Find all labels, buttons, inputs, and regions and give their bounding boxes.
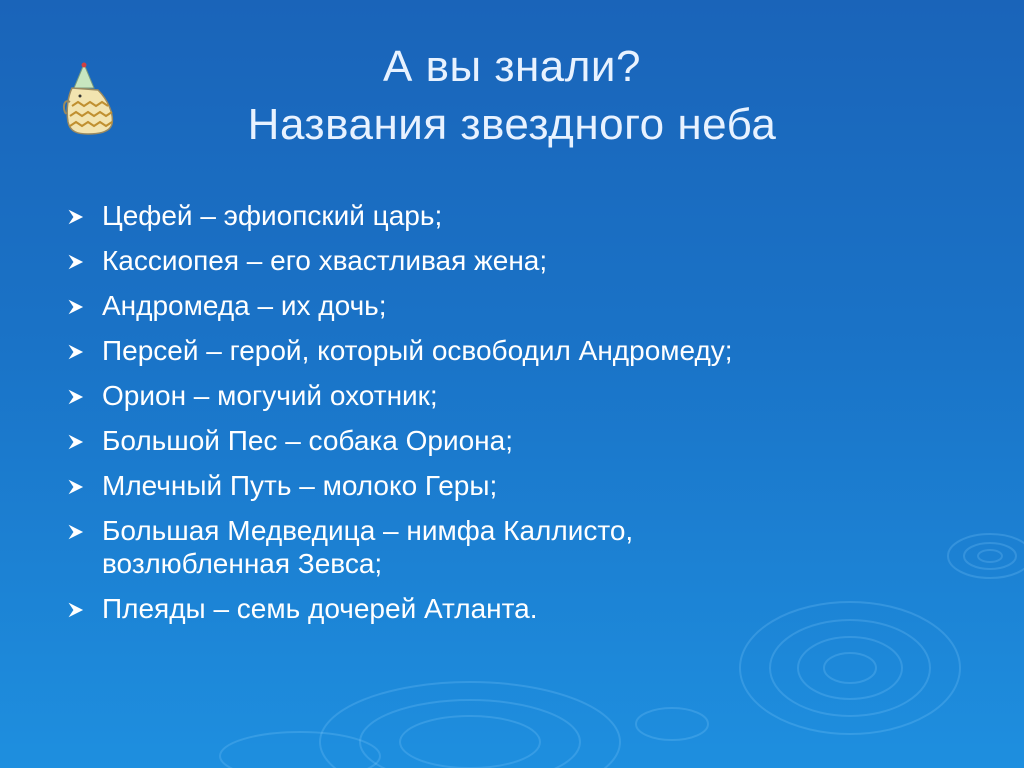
list-item (68, 379, 968, 412)
list-item (68, 199, 968, 232)
arrowhead-bullet-icon (68, 389, 84, 405)
bullet-text: Персей – герой, который освободил Андромеду; (102, 335, 733, 366)
bullet-text: Млечный Путь – молоко Геры; (102, 470, 498, 501)
title-line-1: А вы знали? (383, 42, 641, 91)
list-item (68, 424, 968, 457)
list-item (68, 592, 968, 625)
bullet-text: Плеяды – семь дочерей Атланта. (102, 593, 538, 624)
list-item (68, 289, 968, 322)
list-item (68, 334, 968, 367)
slide-title (120, 38, 904, 154)
arrowhead-bullet-icon (68, 254, 84, 270)
bullet-text: Андромеда – их дочь; (102, 290, 387, 321)
list-item (68, 514, 968, 580)
title-line-2: Названия звездного неба (247, 100, 777, 149)
bullet-text: Большая Медведица – нимфа Каллисто, возлюбленная Зевса; (102, 515, 634, 579)
bullet-text: Кассиопея – его хвастливая жена; (102, 245, 548, 276)
bullet-text: Большой Пес – собака Ориона; (102, 425, 513, 456)
arrowhead-bullet-icon (68, 479, 84, 495)
bullet-list (68, 199, 968, 637)
arrowhead-bullet-icon (68, 209, 84, 225)
arrowhead-bullet-icon (68, 524, 84, 540)
arrowhead-bullet-icon (68, 344, 84, 360)
bullet-text: Орион – могучий охотник; (102, 380, 438, 411)
list-item (68, 244, 968, 277)
arrowhead-bullet-icon (68, 434, 84, 450)
party-hat-creature-icon (60, 62, 120, 138)
arrowhead-bullet-icon (68, 602, 84, 618)
bullet-text: Цефей – эфиопский царь; (102, 200, 443, 231)
list-item (68, 469, 968, 502)
arrowhead-bullet-icon (68, 299, 84, 315)
